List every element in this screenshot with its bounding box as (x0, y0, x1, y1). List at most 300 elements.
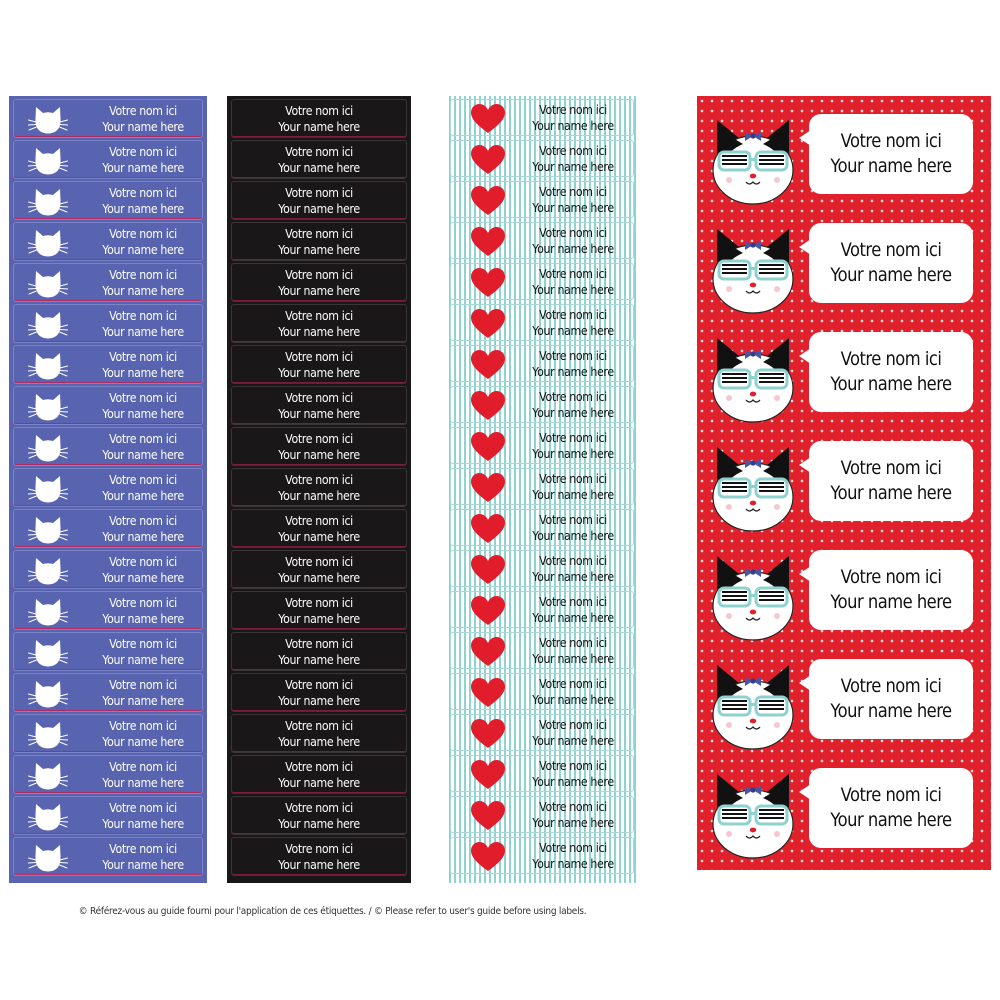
label-text (520, 469, 626, 504)
label-text-en: Your name here (102, 528, 184, 544)
cat-head-icon (28, 431, 68, 463)
label-text (242, 305, 395, 342)
label-text (91, 305, 195, 342)
label-text-fr: Votre nom ici (285, 430, 353, 446)
label-text (91, 387, 195, 424)
label-text-fr: Votre nom ici (539, 634, 607, 650)
label-row (231, 140, 407, 179)
label-text-en: Your name here (102, 651, 184, 667)
label-row (450, 837, 634, 874)
label-text (91, 346, 195, 383)
label-text (242, 592, 395, 629)
label-text (242, 633, 395, 670)
label-row (13, 550, 203, 589)
label-text-en: Your name here (102, 487, 184, 503)
label-text-fr: Votre nom ici (539, 265, 607, 281)
label-text-fr: Votre nom ici (539, 470, 607, 486)
label-text-en: Your name here (532, 199, 614, 215)
label-text-fr: Votre nom ici (285, 799, 353, 815)
label-text-fr: Votre nom ici (539, 798, 607, 814)
label-row (450, 345, 634, 382)
label-text-fr: Votre nom ici (285, 840, 353, 856)
label-text (520, 756, 626, 791)
label-row (450, 181, 634, 218)
heart-icon (471, 227, 505, 257)
label-text-fr: Votre nom ici (285, 184, 353, 200)
cat-head-icon (28, 103, 68, 135)
label-text (520, 182, 626, 217)
label-text (242, 346, 395, 383)
label-row (231, 632, 407, 671)
label-text-fr: Votre nom ici (840, 784, 942, 806)
cool-cat-face-icon (707, 114, 799, 206)
label-text-fr: Votre nom ici (109, 225, 177, 241)
label-row (231, 550, 407, 589)
cool-cat-face-icon (707, 659, 799, 751)
label-row (231, 837, 407, 876)
cat-label (697, 324, 991, 424)
label-text (520, 428, 626, 463)
label-text-en: Your name here (278, 405, 360, 421)
label-text (91, 469, 195, 506)
speech-bubble (809, 659, 973, 739)
label-text-en: Your name here (102, 856, 184, 872)
label-text-en: Your name here (102, 200, 184, 216)
label-row (450, 304, 634, 341)
label-text-fr: Votre nom ici (539, 716, 607, 732)
label-text-en: Your name here (278, 118, 360, 134)
label-text-fr: Votre nom ici (109, 184, 177, 200)
label-text-en: Your name here (532, 855, 614, 871)
label-text-fr: Votre nom ici (109, 348, 177, 364)
label-row (13, 222, 203, 261)
label-text (520, 100, 626, 135)
cat-label (697, 433, 991, 533)
label-row (231, 468, 407, 507)
cat-head-icon (28, 390, 68, 422)
cat-head-icon (28, 472, 68, 504)
heart-icon (471, 555, 505, 585)
label-text-en: Your name here (278, 733, 360, 749)
label-text (91, 510, 195, 547)
label-text-en: Your name here (102, 241, 184, 257)
label-text (91, 223, 195, 260)
label-text-fr: Votre nom ici (285, 143, 353, 159)
label-text-fr: Votre nom ici (539, 388, 607, 404)
label-row (450, 222, 634, 259)
label-row (13, 427, 203, 466)
label-row (231, 714, 407, 753)
speech-bubble (809, 114, 973, 194)
label-text (820, 223, 961, 303)
cat-head-icon (28, 267, 68, 299)
label-text (520, 674, 626, 709)
label-text (520, 633, 626, 668)
cat-head-icon (28, 513, 68, 545)
label-text-en: Your name here (278, 323, 360, 339)
label-text-en: Your name here (278, 774, 360, 790)
label-text-fr: Votre nom ici (109, 143, 177, 159)
label-text (520, 592, 626, 627)
label-text-en: Your name here (278, 528, 360, 544)
heart-icon (471, 760, 505, 790)
label-text-fr: Votre nom ici (109, 635, 177, 651)
cool-cat-face-icon (707, 550, 799, 642)
black-label-sheet (227, 96, 411, 883)
label-text-fr: Votre nom ici (285, 348, 353, 364)
cool-cat-face-icon (707, 441, 799, 533)
label-text-en: Your name here (102, 405, 184, 421)
label-text-fr: Votre nom ici (109, 102, 177, 118)
label-row (231, 427, 407, 466)
label-row (450, 755, 634, 792)
label-text (820, 768, 961, 848)
label-text-en: Your name here (830, 482, 952, 504)
label-text (91, 838, 195, 875)
label-text-fr: Votre nom ici (285, 676, 353, 692)
label-text-en: Your name here (278, 241, 360, 257)
label-text-en: Your name here (532, 527, 614, 543)
label-text-fr: Votre nom ici (539, 306, 607, 322)
label-text (242, 551, 395, 588)
label-text-fr: Votre nom ici (840, 675, 942, 697)
label-text (91, 592, 195, 629)
label-text (820, 332, 961, 412)
label-text-fr: Votre nom ici (285, 307, 353, 323)
label-row (450, 714, 634, 751)
label-text-en: Your name here (278, 692, 360, 708)
label-text-en: Your name here (102, 159, 184, 175)
label-text-en: Your name here (102, 774, 184, 790)
label-text-en: Your name here (830, 700, 952, 722)
label-row (13, 99, 203, 138)
label-text-fr: Votre nom ici (840, 348, 942, 370)
label-text-en: Your name here (532, 363, 614, 379)
cat-head-icon (28, 185, 68, 217)
label-row (450, 468, 634, 505)
label-row (13, 755, 203, 794)
label-text (242, 469, 395, 506)
label-row (231, 304, 407, 343)
label-text-fr: Votre nom ici (109, 430, 177, 446)
label-text-en: Your name here (532, 609, 614, 625)
label-text-fr: Votre nom ici (285, 594, 353, 610)
heart-icon (471, 678, 505, 708)
label-row (231, 591, 407, 630)
label-text (242, 797, 395, 834)
label-text-en: Your name here (532, 117, 614, 133)
label-text-en: Your name here (102, 610, 184, 626)
label-text (242, 510, 395, 547)
label-text (520, 715, 626, 750)
label-text (520, 510, 626, 545)
cat-head-icon (28, 718, 68, 750)
label-text-en: Your name here (102, 815, 184, 831)
heart-icon (471, 104, 505, 134)
label-text (242, 223, 395, 260)
label-text-en: Your name here (278, 159, 360, 175)
red-polka-cat-label-sheet (697, 96, 991, 870)
heart-icon (471, 268, 505, 298)
label-text (91, 264, 195, 301)
cat-label (697, 215, 991, 315)
label-text (820, 114, 961, 194)
label-text (520, 141, 626, 176)
label-row (450, 673, 634, 710)
label-text-fr: Votre nom ici (109, 512, 177, 528)
heart-icon (471, 637, 505, 667)
label-text-fr: Votre nom ici (109, 676, 177, 692)
label-text-fr: Votre nom ici (539, 183, 607, 199)
heart-icon (471, 309, 505, 339)
label-text-fr: Votre nom ici (109, 471, 177, 487)
label-text (520, 797, 626, 832)
label-text (242, 756, 395, 793)
label-row (13, 263, 203, 302)
label-text-en: Your name here (102, 569, 184, 585)
footer-note: © Référez-vous au guide fourni pour l'application de ces étiquettes. / © Please refer to user's guide before using labels. (78, 906, 587, 917)
label-text-en: Your name here (830, 591, 952, 613)
label-text (520, 838, 626, 873)
cat-label (697, 106, 991, 206)
label-text-fr: Votre nom ici (539, 101, 607, 117)
cat-label (697, 760, 991, 860)
label-text-fr: Votre nom ici (539, 347, 607, 363)
label-row (13, 509, 203, 548)
label-text-fr: Votre nom ici (539, 593, 607, 609)
label-text (242, 264, 395, 301)
label-row (450, 99, 634, 136)
label-text-en: Your name here (278, 200, 360, 216)
heart-icon (471, 801, 505, 831)
label-text (91, 182, 195, 219)
heart-icon (471, 186, 505, 216)
label-row (13, 591, 203, 630)
label-row (231, 263, 407, 302)
label-text-en: Your name here (532, 240, 614, 256)
label-text-fr: Votre nom ici (109, 758, 177, 774)
label-text-fr: Votre nom ici (285, 635, 353, 651)
label-text (242, 387, 395, 424)
label-text-fr: Votre nom ici (840, 239, 942, 261)
cool-cat-face-icon (707, 768, 799, 860)
label-row (13, 181, 203, 220)
label-text-fr: Votre nom ici (109, 389, 177, 405)
label-text-fr: Votre nom ici (285, 389, 353, 405)
label-row (13, 304, 203, 343)
label-text-en: Your name here (532, 322, 614, 338)
label-text-fr: Votre nom ici (840, 457, 942, 479)
label-text-en: Your name here (278, 815, 360, 831)
label-text-fr: Votre nom ici (539, 839, 607, 855)
striped-heart-label-sheet (446, 96, 638, 883)
cat-head-icon (28, 554, 68, 586)
cat-label (697, 542, 991, 642)
label-row (231, 99, 407, 138)
label-row (450, 140, 634, 177)
label-text-fr: Votre nom ici (539, 429, 607, 445)
label-row (450, 632, 634, 669)
label-text-en: Your name here (532, 814, 614, 830)
label-text-fr: Votre nom ici (539, 142, 607, 158)
label-row (231, 509, 407, 548)
label-row (231, 345, 407, 384)
label-text-en: Your name here (532, 404, 614, 420)
label-text-fr: Votre nom ici (109, 307, 177, 323)
label-text-fr: Votre nom ici (285, 553, 353, 569)
label-text-fr: Votre nom ici (285, 512, 353, 528)
label-text-fr: Votre nom ici (109, 799, 177, 815)
cat-head-icon (28, 144, 68, 176)
label-row (13, 386, 203, 425)
label-row (13, 837, 203, 876)
cat-head-icon (28, 595, 68, 627)
label-text-en: Your name here (532, 650, 614, 666)
label-row (450, 509, 634, 546)
label-row (450, 427, 634, 464)
heart-icon (471, 145, 505, 175)
cat-label (697, 651, 991, 751)
label-text (91, 797, 195, 834)
label-text (242, 838, 395, 875)
heart-icon (471, 842, 505, 872)
label-text (820, 659, 961, 739)
label-text-en: Your name here (102, 323, 184, 339)
heart-icon (471, 350, 505, 380)
label-text (520, 387, 626, 422)
label-row (13, 673, 203, 712)
label-text-en: Your name here (278, 446, 360, 462)
label-text-en: Your name here (278, 569, 360, 585)
heart-icon (471, 596, 505, 626)
label-text-fr: Votre nom ici (285, 102, 353, 118)
label-text-en: Your name here (532, 773, 614, 789)
label-text (520, 346, 626, 381)
label-row (231, 222, 407, 261)
label-text-en: Your name here (532, 691, 614, 707)
label-row (450, 550, 634, 587)
label-row (13, 345, 203, 384)
label-text (91, 674, 195, 711)
label-text (242, 715, 395, 752)
label-row (450, 386, 634, 423)
cool-cat-face-icon (707, 223, 799, 315)
speech-bubble (809, 550, 973, 630)
label-text (242, 182, 395, 219)
label-text-fr: Votre nom ici (539, 675, 607, 691)
label-text-fr: Votre nom ici (539, 224, 607, 240)
label-row (231, 386, 407, 425)
cat-head-icon (28, 308, 68, 340)
label-text (820, 441, 961, 521)
label-text-en: Your name here (830, 155, 952, 177)
cat-head-icon (28, 759, 68, 791)
label-text-en: Your name here (278, 610, 360, 626)
label-text-fr: Votre nom ici (285, 758, 353, 774)
cat-head-icon (28, 841, 68, 873)
label-row (231, 796, 407, 835)
label-text-en: Your name here (102, 282, 184, 298)
label-row (13, 714, 203, 753)
heart-icon (471, 432, 505, 462)
cat-head-icon (28, 349, 68, 381)
label-text-fr: Votre nom ici (109, 594, 177, 610)
speech-bubble (809, 441, 973, 521)
label-text-fr: Votre nom ici (539, 757, 607, 773)
heart-icon (471, 719, 505, 749)
label-text-en: Your name here (278, 487, 360, 503)
label-text (91, 100, 195, 137)
cat-head-icon (28, 636, 68, 668)
heart-icon (471, 514, 505, 544)
label-text-en: Your name here (102, 446, 184, 462)
label-text-en: Your name here (102, 118, 184, 134)
label-text (91, 715, 195, 752)
label-text (91, 551, 195, 588)
label-row (13, 140, 203, 179)
heart-icon (471, 473, 505, 503)
label-text-en: Your name here (532, 486, 614, 502)
label-text (520, 551, 626, 586)
label-text-en: Your name here (532, 732, 614, 748)
heart-icon (471, 391, 505, 421)
label-text-en: Your name here (102, 733, 184, 749)
label-text-en: Your name here (830, 264, 952, 286)
label-text-en: Your name here (278, 651, 360, 667)
label-text-fr: Votre nom ici (285, 266, 353, 282)
label-row (231, 673, 407, 712)
label-row (231, 181, 407, 220)
label-text (242, 100, 395, 137)
cat-head-icon (28, 677, 68, 709)
label-text (91, 428, 195, 465)
label-text-fr: Votre nom ici (109, 553, 177, 569)
label-text-en: Your name here (278, 856, 360, 872)
label-text-en: Your name here (102, 364, 184, 380)
label-text (520, 223, 626, 258)
blue-cat-label-sheet (9, 96, 207, 883)
label-row (13, 632, 203, 671)
label-text-en: Your name here (532, 158, 614, 174)
label-text (520, 264, 626, 299)
label-text (91, 633, 195, 670)
label-text (820, 550, 961, 630)
cat-head-icon (28, 800, 68, 832)
label-text (520, 305, 626, 340)
label-text (91, 756, 195, 793)
label-text-fr: Votre nom ici (109, 840, 177, 856)
label-text-en: Your name here (278, 282, 360, 298)
label-text-fr: Votre nom ici (539, 552, 607, 568)
label-text-fr: Votre nom ici (285, 717, 353, 733)
label-text-en: Your name here (532, 568, 614, 584)
label-text-en: Your name here (278, 364, 360, 380)
label-row (13, 468, 203, 507)
label-text (91, 141, 195, 178)
label-text-en: Your name here (532, 281, 614, 297)
label-text-en: Your name here (102, 692, 184, 708)
speech-bubble (809, 332, 973, 412)
label-text-fr: Votre nom ici (109, 266, 177, 282)
label-text-en: Your name here (830, 809, 952, 831)
label-text-fr: Votre nom ici (285, 225, 353, 241)
label-text (242, 428, 395, 465)
label-row (450, 591, 634, 628)
label-row (450, 263, 634, 300)
label-text-fr: Votre nom ici (539, 511, 607, 527)
speech-bubble (809, 768, 973, 848)
cool-cat-face-icon (707, 332, 799, 424)
